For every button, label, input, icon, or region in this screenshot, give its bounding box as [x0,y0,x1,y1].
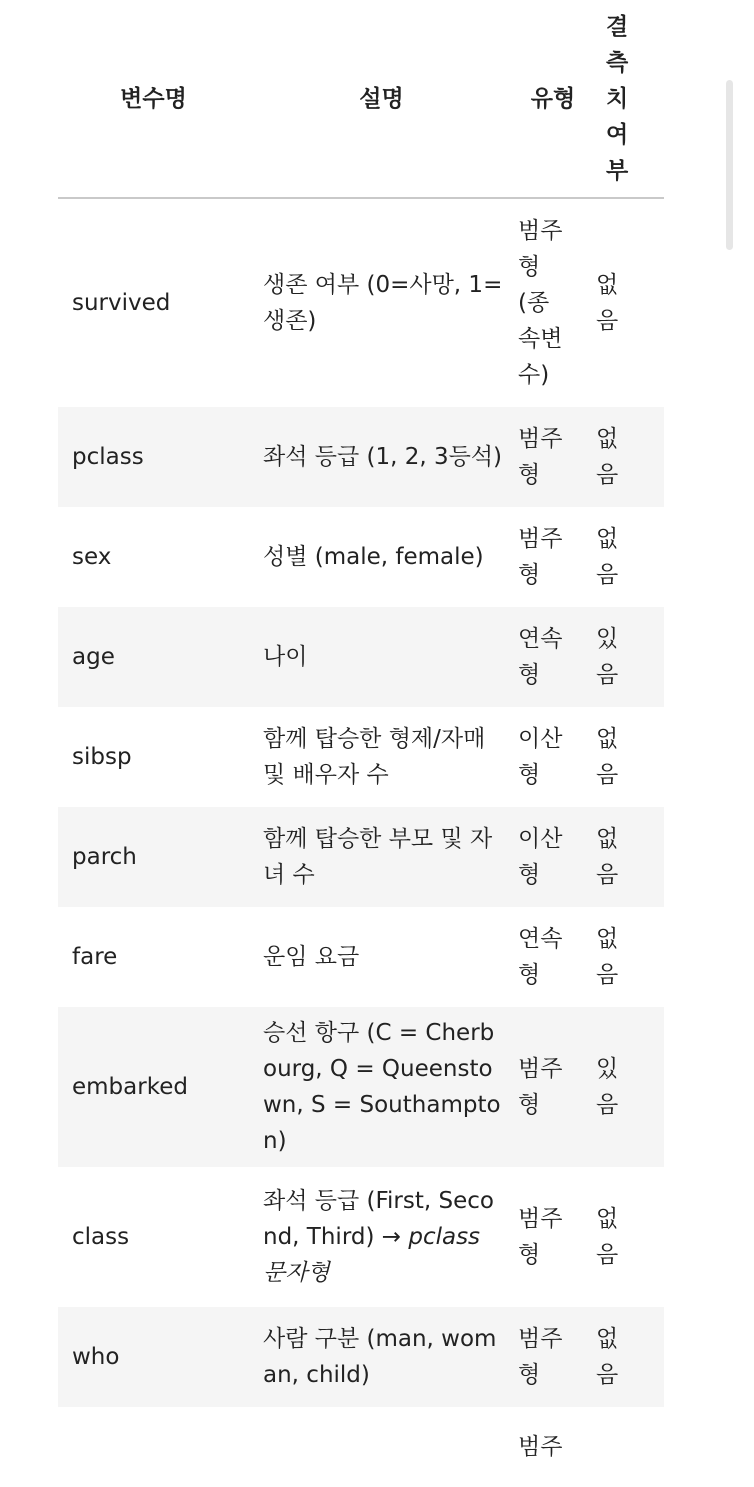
cell-missing: 없음 [596,526,619,588]
cell-variable-name: class [72,1224,130,1250]
cell-missing: 있음 [592,1007,664,1167]
table-row [58,1307,664,1407]
cell-description: 좌석 등급 (1, 2, 3등석) [249,407,514,507]
table-row [58,607,664,707]
cell-variable-name: sibsp [72,744,132,770]
cell-variable-name: fare [72,944,118,970]
header-variable-name: 변수명 [58,0,249,198]
cell-description: 사람 구분 (man, woman, child) [249,1307,514,1407]
cell-type: 범주 [518,1434,563,1460]
cell-description: 함께 탑승한 형제/자매 및 배우자 수 [263,726,486,788]
cell-description: 운임 요금 [263,944,360,970]
table-row [58,1167,664,1307]
cell-type: 범주형 (종속변수) [518,218,563,388]
cell-missing: 없음 [596,272,619,334]
cell-type: 연속형 [514,607,592,707]
cell-missing: 없음 [596,1206,619,1268]
cell-variable-name: parch [58,807,249,907]
cell-missing [592,1407,664,1487]
cell-missing: 없음 [592,407,664,507]
cell-description: 좌석 등급 (First, Second, Third) → pclass 문자형 [263,1188,494,1286]
cell-missing: 있음 [592,607,664,707]
cell-type: 범주형 [514,1007,592,1167]
cell-variable-name: pclass [58,407,249,507]
table-row [58,198,664,407]
cell-missing: 없음 [592,1307,664,1407]
cell-description: 함께 탑승한 부모 및 자녀 수 [249,807,514,907]
table-row [58,1407,664,1487]
description-note: pclass 문자형 [263,1224,481,1286]
cell-variable-name: embarked [58,1007,249,1167]
cell-description: 나이 [249,607,514,707]
header-missing: 결측치 여부 [592,0,664,198]
table-row [58,407,664,507]
table-row [58,1007,664,1167]
cell-missing: 없음 [592,807,664,907]
cell-description: 성별 (male, female) [263,544,484,570]
cell-variable-name: survived [72,290,171,316]
cell-description: 생존 여부 (0=사망, 1=생존) [263,272,503,334]
header-type: 유형 [514,0,592,198]
cell-type: 연속형 [518,926,563,988]
cell-type: 범주형 [514,1307,592,1407]
cell-missing: 없음 [596,926,619,988]
table-row [58,807,664,907]
cell-variable-name: sex [72,544,112,570]
header-description: 설명 [249,0,514,198]
cell-variable-name [58,1407,249,1487]
cell-type: 이산형 [518,726,563,788]
table-row [58,707,664,807]
cell-type: 범주형 [514,407,592,507]
cell-type: 범주형 [518,1206,563,1268]
table-row [58,907,664,1007]
scrollbar[interactable] [726,80,733,250]
table-header-row [58,0,664,198]
table-row [58,507,664,607]
variable-table [58,0,664,1487]
cell-variable-name: who [58,1307,249,1407]
cell-description: 승선 항구 (C = Cherbourg, Q = Queenstown, S = Southampton) [249,1007,514,1167]
cell-type: 이산형 [514,807,592,907]
cell-variable-name: age [58,607,249,707]
cell-type: 범주형 [518,526,563,588]
cell-missing: 없음 [596,726,619,788]
cell-description [249,1407,514,1487]
